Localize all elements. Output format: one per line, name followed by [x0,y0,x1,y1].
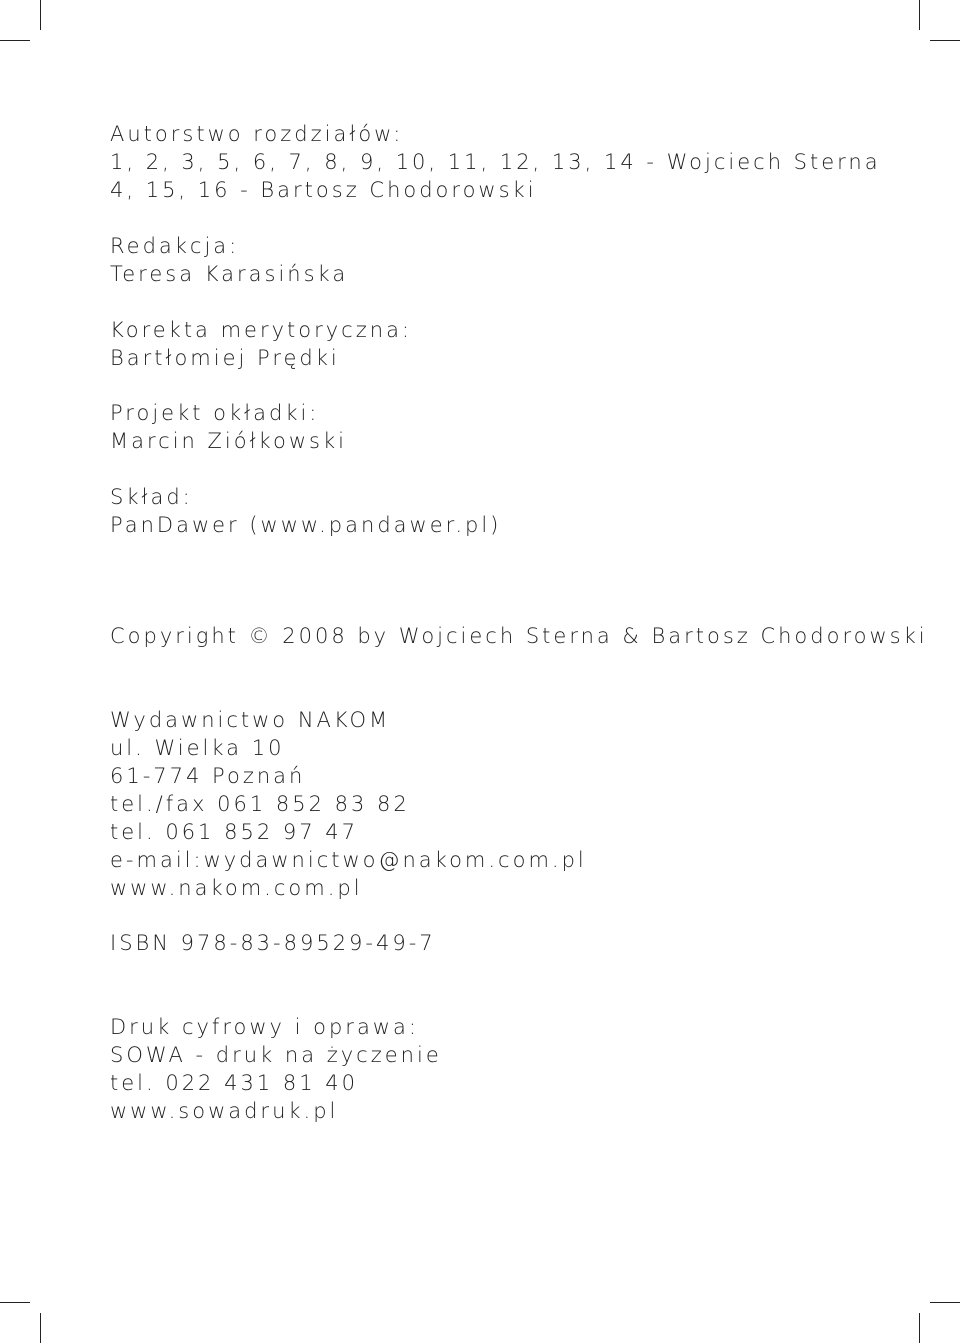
printing-heading: Druk cyfrowy i oprawa: [110,1015,419,1039]
editing-heading: Redakcja: [110,234,240,258]
crop-mark-top-left-v [40,0,41,30]
publisher-email: e-mail:wydawnictwo@nakom.com.pl [110,848,587,872]
publisher-name: Wydawnictwo NAKOM [110,708,391,732]
crop-mark-bottom-left-v [40,1313,41,1343]
publisher-telfax: tel./fax 061 852 83 82 [110,792,410,816]
crop-mark-bottom-left-h [0,1302,30,1303]
printing-www: www.sowadruk.pl [110,1099,339,1123]
crop-mark-top-right-h [930,40,960,41]
crop-mark-top-right-v [919,0,920,30]
cover-name: Marcin Ziółkowski [110,429,347,453]
publisher-street: ul. Wielka 10 [110,736,285,760]
crop-mark-bottom-right-v [919,1313,920,1343]
editing-name: Teresa Karasińska [110,262,349,286]
typesetting-name: PanDawer (www.pandawer.pl) [110,513,502,537]
printing-tel: tel. 022 431 81 40 [110,1071,358,1095]
authorship-line-2: 4, 15, 16 - Bartosz Chodorowski [110,178,537,202]
crop-mark-bottom-right-h [930,1302,960,1303]
review-heading: Korekta merytoryczna: [110,318,413,342]
publisher-city: 61-774 Poznań [110,764,306,788]
isbn: ISBN 978-83-89529-49-7 [110,931,436,955]
authorship-heading: Autorstwo rozdziałów: [110,122,404,146]
typesetting-heading: Skład: [110,485,193,509]
authorship-line-1: 1, 2, 3, 5, 6, 7, 8, 9, 10, 11, 12, 13, 14 - Wojciech Sterna [110,150,881,174]
copyright-notice: Copyright © 2008 by Wojciech Sterna & Bartosz Chodorowski [110,624,928,648]
printing-name: SOWA - druk na życzenie [110,1043,442,1067]
publisher-tel: tel. 061 852 97 47 [110,820,358,844]
crop-mark-top-left-h [0,40,30,41]
cover-heading: Projekt okładki: [110,401,320,425]
review-name: Bartłomiej Prędki [110,346,340,370]
publisher-www: www.nakom.com.pl [110,876,363,900]
